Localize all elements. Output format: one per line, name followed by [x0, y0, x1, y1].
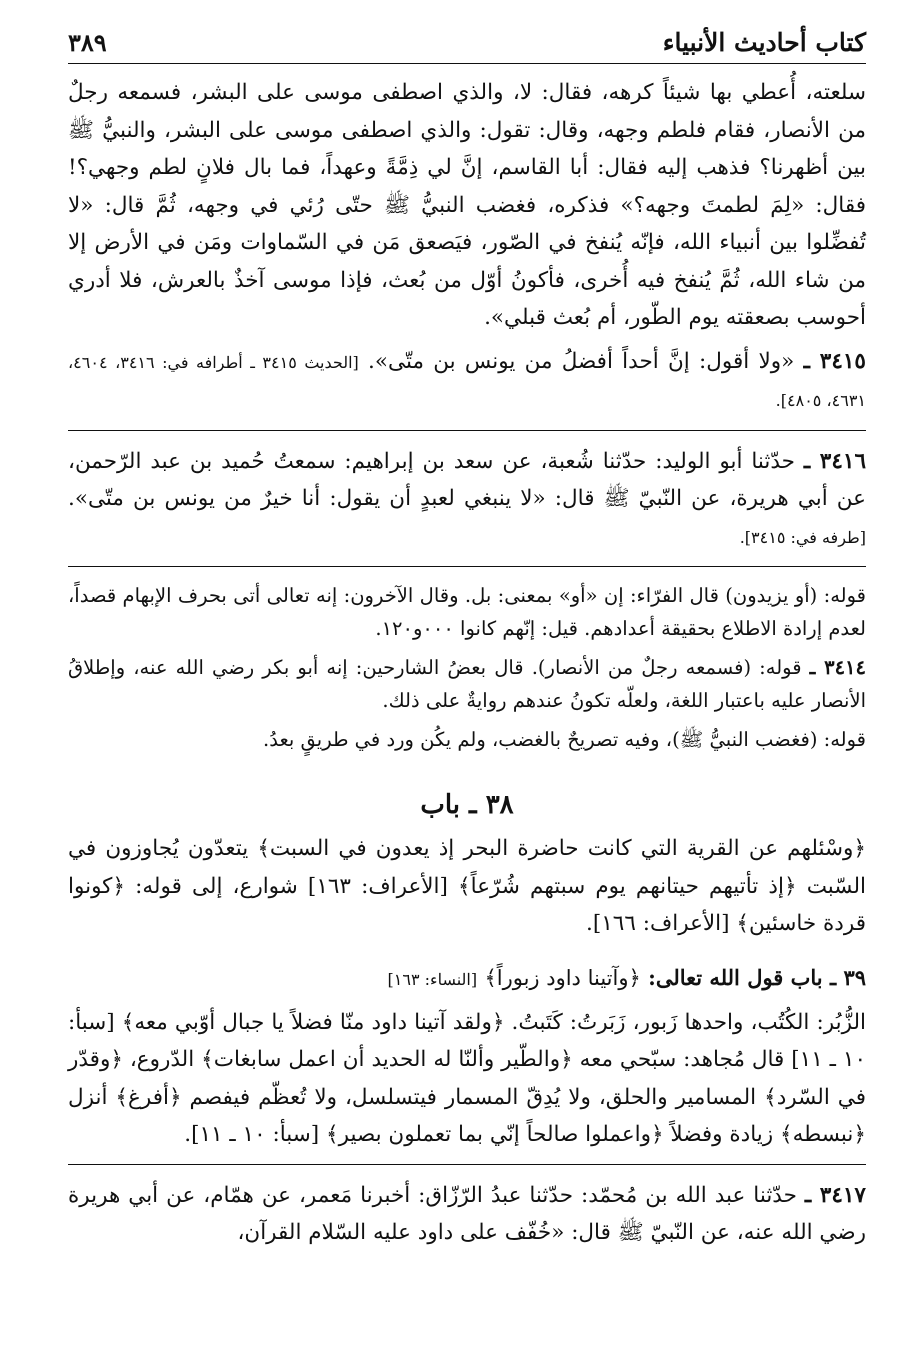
chapter-heading-38: ٣٨ ـ باب: [420, 790, 514, 820]
running-head: [68, 28, 866, 64]
hadith-number: ٣٤١٧ ـ: [804, 1182, 866, 1208]
hadith-text: حدّثنا عبد الله بن مُحمّد: حدّثنا عبدُ الرّزّاق: أخبرنا مَعمر، عن همّام، عن أبي هريرة رضي الله عنه، عن النّبيّ ﷺ قال: «خُفّف على داود عليه السّلام القرآن،: [68, 1182, 866, 1245]
commentary-note: قوله: (أو يزيدون) قال الفرّاء: إن «أو» بمعنى: بل. وقال الآخرون: إنه تعالى أتى بحرف الإبهام قصداً، لعدم إرادة الاطلاع بحقيقة أعدادهم. قيل: إنّهم كانوا ٠٠٠و١٢٠.: [68, 584, 866, 640]
hadith-number: ٣٤١٥ ـ: [803, 348, 866, 374]
hadith-text: حدّثنا أبو الوليد: حدّثنا شُعبة، عن سعد بن إبراهيم: سمعتُ حُميد بن عبد الرّحمن، عن أبي هريرة، عن النّبيّ ﷺ قال: «لا ينبغي لعبدٍ أن يقول: أنا خيرٌ من يونس بن متّى».: [68, 448, 866, 511]
hadith-refs: [طرفه في: ٣٤١٥].: [739, 527, 866, 547]
chapter-39-text: الزُّبُر: الكُتُب، واحدها زَبور، زَبَرتُ: كَتَبتُ. ﴿ولقد آتينا داود منّا فضلاً يا جبال أوّبي معه﴾ [سبأ: ١٠ ـ ١١] قال مُجاهد: سبّحي معه ﴿والطّير وألنّا له الحديد أن اعمل سابغات﴾ الدّروع، ﴿وقدّر في السّرد﴾ المسامير والحلق، ولا يُدِقّ المسمار فيتسلسل، ولا تُعظّم فيفصم ﴿أفرغ﴾ أنزل ﴿نبسطه﴾ زيادة وفضلاً ﴿واعملوا صالحاً إنّي بما تعملون بصير﴾ [سبأ: ١٠ ـ ١١].: [68, 1009, 866, 1147]
hadith-refs: [الحديث ٣٤١٥ ـ أطرافه في: ٣٤١٦، ٤٦٠٤، ٤٦٣١، ٤٨٠٥].: [68, 352, 866, 410]
hadith-3416: [68, 443, 866, 557]
hadith-text: «ولا أقول: إنَّ أحداً أفضلُ من يونس بن متّى».: [368, 348, 795, 374]
chapter-title: ٣٩ ـ باب قول الله تعالى:: [648, 964, 866, 990]
note-number: ٣٤١٤ ـ: [809, 656, 866, 679]
page-number: ٣٨٩: [68, 28, 107, 57]
hadith-3414-continuation: سلعته، أُعطي بها شيئاً كرهه، فقال: لا، والذي اصطفى موسى على البشر، فسمعه رجلٌ من الأنصار، فقام فلطم وجهه، وقال: تقول: والذي اصطفى موسى على البشر، والنبيُّ ﷺ بين أظهرنا؟ فذهب إليه فقال: أبا القاسم، إنَّ لي ذِمَّةً وعهداً، فما بال فلانٍ لطم وجهي؟! فقال: «لِمَ لطمتَ وجهه؟» فذكره، فغضب النبيُّ ﷺ حتّى رُئي في وجهه، ثُمَّ قال: «لا تُفضِّلوا بين أنبياء الله، فإنّه يُنفخ في الصّور، فيَصعق مَن في السّماوات ومَن في الأرض إلا من شاء الله، ثُمَّ يُنفخ فيه أُخرى، فأكونُ أوّل من بُعث، فإذا موسى آخذٌ بالعرش، فلا أدري أحوسب بصعقته يوم الطّور، أم بُعث قبلي».: [68, 80, 866, 330]
note-text: قوله: (فسمعه رجلٌ من الأنصار). قال بعضُ الشارحين: إنه أبو بكر رضي الله عنه، وإطلاقُ الأنصار عليه باعتبار اللغة، ولعلّه تكونُ عندهم روايةٌ على ذلك.: [68, 656, 866, 712]
page: [68, 28, 866, 1258]
hadith-3415: [68, 343, 866, 420]
hadith-3417: [68, 1177, 866, 1252]
divider: [68, 566, 866, 567]
commentary-note: [68, 651, 866, 717]
divider: [68, 1164, 866, 1165]
hadith-number: ٣٤١٦ ـ: [803, 448, 866, 474]
commentary-note: قوله: (فغضب النبيُّ ﷺ)، وفيه تصريحٌ بالغضب، ولم يكُن ورد في طريقٍ بعدُ.: [263, 728, 866, 751]
chapter-heading-39: [68, 959, 866, 998]
verse-ref: [النساء: ١٦٣]: [387, 969, 478, 989]
book-title: كتاب أحاديث الأنبياء: [662, 28, 866, 57]
quran-verse: ﴿وآتينا داود زبوراً﴾: [484, 965, 641, 990]
divider: [68, 430, 866, 431]
chapter-38-text: ﴿وسْئلهم عن القرية التي كانت حاضرة البحر إذ يعدون في السبت﴾ يتعدّون يُجاوزون في السّبت ﴿إذ تأتيهم حيتانهم يوم سبتهم شُرّعاً﴾ [الأعراف: ١٦٣] شوارع، إلى قوله: ﴿كونوا قردة خاسئين﴾ [الأعراف: ١٦٦].: [68, 836, 866, 936]
